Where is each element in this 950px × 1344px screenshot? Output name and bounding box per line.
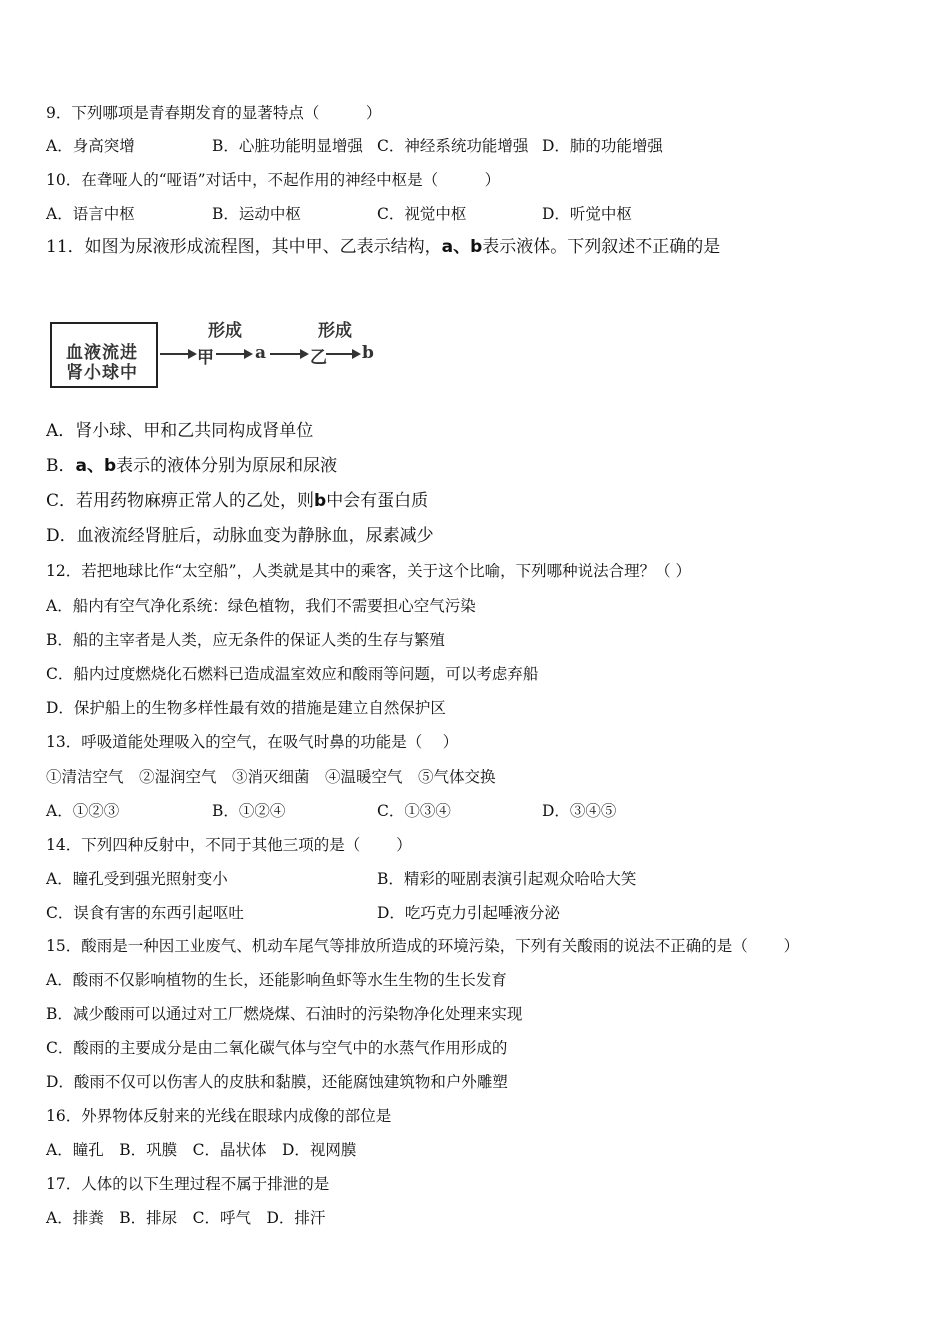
q13-option-c[interactable]: C．①③④ [377,802,451,820]
q12-stem: 12．若把地球比作“太空船”，人类就是其中的乘客，关于这个比喻，下列哪种说法合理？（ ） [46,562,692,580]
q10-option-a[interactable]: A．语言中枢 [46,205,135,223]
q11-option-b-post: 表示的液体分别为原尿和尿液 [116,456,338,476]
q11-stem-post: 表示液体。下列叙述不正确的是 [482,237,721,257]
q11-option-c-post: 中会有蛋白质 [326,491,429,511]
q11-option-b-ab: a、b [75,456,117,476]
q13-option-a[interactable]: A．①②③ [46,802,120,820]
q15-option-a[interactable]: A．酸雨不仅影响植物的生长，还能影响鱼虾等水生生物的生长发育 [46,971,507,989]
q14-option-a[interactable]: A．瞳孔受到强光照射变小 [46,870,228,888]
q12-option-a[interactable]: A．船内有空气净化系统：绿色植物，我们不需要担心空气污染 [46,597,476,615]
q11-option-c-b: b [314,491,327,511]
q12-option-c[interactable]: C．船内过度燃烧化石燃料已造成温室效应和酸雨等问题，可以考虑弃船 [46,665,539,683]
q13-option-d[interactable]: D．③④⑤ [542,802,617,820]
q17-options[interactable]: A．排粪 B．排尿 C．呼气 D．排汗 [46,1209,326,1227]
q16-stem: 16．外界物体反射来的光线在眼球内成像的部位是 [46,1107,392,1125]
arrow-2-head [244,349,253,359]
q9-option-d[interactable]: D．肺的功能增强 [542,137,663,155]
q11-option-d[interactable]: D．血液流经肾脏后，动脉血变为静脉血，尿素减少 [46,526,434,546]
diagram-label-form-2: 形成 [318,321,352,341]
q9-option-b[interactable]: B．心脏功能明显增强 [212,137,363,155]
diagram-label-form-1: 形成 [208,321,242,341]
q10-option-b[interactable]: B．运动中枢 [212,205,301,223]
q14-option-d[interactable]: D．吃巧克力引起唾液分泌 [377,904,560,922]
q11-stem-ab: a、b [441,237,483,257]
q15-option-d[interactable]: D．酸雨不仅可以伤害人的皮肤和黏膜，还能腐蚀建筑物和户外雕塑 [46,1073,508,1091]
arrow-4-head [352,349,361,359]
q9-option-c[interactable]: C．神经系统功能增强 [377,137,529,155]
q15-stem: 15．酸雨是一种因工业废气、机动车尾气等排放所造成的环境污染，下列有关酸雨的说法不正确的是（ ） [46,937,800,955]
q14-option-b[interactable]: B．精彩的哑剧表演引起观众哈哈大笑 [377,870,637,888]
q11-option-a[interactable]: A．肾小球、甲和乙共同构成肾单位 [46,421,314,441]
diagram-node-yi: 乙 [310,348,327,368]
q13-items: ①清洁空气 ②湿润空气 ③消灭细菌 ④温暖空气 ⑤气体交换 [46,768,496,786]
q10-stem: 10．在聋哑人的“哑语”对话中，不起作用的神经中枢是（ ） [46,171,501,189]
q13-options [46,801,906,821]
q11-option-b-pre: B． [46,456,76,476]
q13-stem: 13．呼吸道能处理吸入的空气，在吸气时鼻的功能是（ ） [46,733,459,751]
q11-option-b[interactable] [46,456,337,476]
q10-option-d[interactable]: D．听觉中枢 [542,205,632,223]
q11-option-c[interactable] [46,491,428,511]
diagram-node-jia: 甲 [197,348,214,368]
diagram-node-b: b [362,343,374,363]
q15-option-b[interactable]: B．减少酸雨可以通过对工厂燃烧煤、石油时的污染物净化处理来实现 [46,1005,523,1023]
q12-option-d[interactable]: D．保护船上的生物多样性最有效的措施是建立自然保护区 [46,699,446,717]
q12-option-b[interactable]: B．船的主宰者是人类，应无条件的保证人类的生存与繁殖 [46,631,445,649]
q14-options-row1 [46,869,906,889]
q16-options[interactable]: A．瞳孔 B．巩膜 C．晶状体 D．视网膜 [46,1141,357,1159]
q9-options [46,136,906,156]
q17-stem: 17．人体的以下生理过程不属于排泄的是 [46,1175,330,1193]
diagram-box-line1: 血液流进 [66,343,138,363]
urine-formation-diagram [46,310,386,400]
q9-option-a[interactable]: A．身高突增 [46,137,135,155]
arrow-3-head [300,349,309,359]
diagram-node-a: a [255,343,267,363]
q11-stem [46,237,720,257]
diagram-box-line2: 肾小球中 [66,363,138,383]
q14-options-row2 [46,903,906,923]
q10-options [46,204,906,224]
q14-option-c[interactable]: C．误食有害的东西引起呕吐 [46,904,244,922]
q11-stem-pre: 11．如图为尿液形成流程图，其中甲、乙表示结构， [46,237,442,257]
q15-option-c[interactable]: C．酸雨的主要成分是由二氧化碳气体与空气中的水蒸气作用形成的 [46,1039,508,1057]
q14-stem: 14．下列四种反射中，不同于其他三项的是（ ） [46,836,412,854]
q11-option-c-pre: C．若用药物麻痹正常人的乙处，则 [46,491,315,511]
q10-option-c[interactable]: C．视觉中枢 [377,205,467,223]
q13-option-b[interactable]: B．①②④ [212,802,286,820]
q9-stem: 9．下列哪项是青春期发育的显著特点（ ） [46,104,382,122]
arrow-1-head [188,349,197,359]
